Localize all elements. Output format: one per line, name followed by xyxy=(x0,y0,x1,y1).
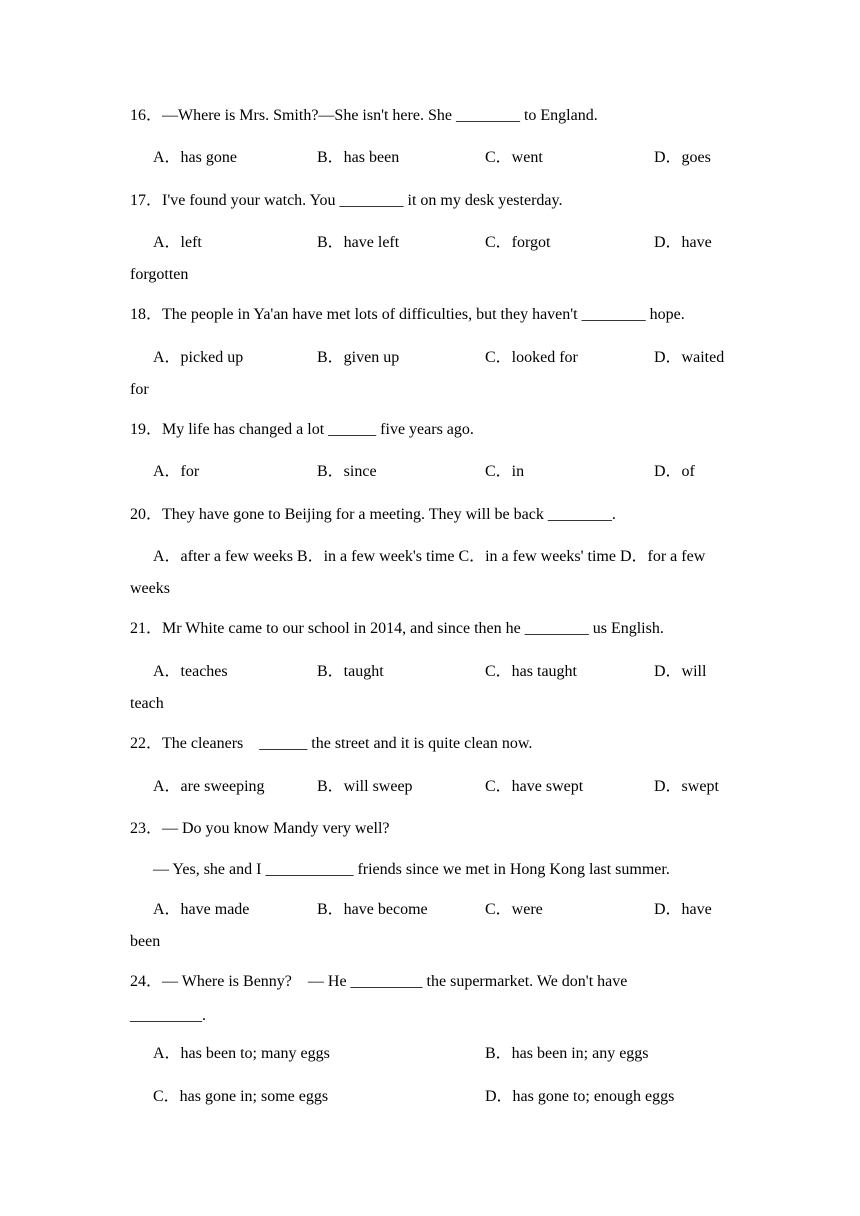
question-23-option-d: D．have xyxy=(654,901,712,918)
question-18-stem: 18．The people in Ya'an have met lots of difficulties, but they haven't ________ hope. xyxy=(130,306,685,323)
question-18-option-d: D．waited xyxy=(654,349,725,366)
question-18-option-b: B．given up xyxy=(317,349,400,366)
question-23-option-c: C．were xyxy=(485,901,543,918)
question-17-stem: 17．I've found your watch. You ________ it on my desk yesterday. xyxy=(130,192,563,209)
question-18-option-a: A．picked up xyxy=(153,349,244,366)
question-24-stem: 24．— Where is Benny? — He _________ the supermarket. We don't have xyxy=(130,973,628,990)
question-21-option-c: C．has taught xyxy=(485,663,577,680)
question-24-option-c: C．has gone in; some eggs xyxy=(153,1088,329,1105)
question-19-option-a: A．for xyxy=(153,463,200,480)
question-23-stem-reply: — Yes, she and I ___________ friends since we met in Hong Kong last summer. xyxy=(153,861,670,878)
question-21-option-b: B．taught xyxy=(317,663,384,680)
question-19-option-d: D．of xyxy=(654,463,695,480)
question-20-option-wrap: weeks xyxy=(130,580,170,597)
question-19-stem: 19．My life has changed a lot ______ five years ago. xyxy=(130,421,474,438)
question-21-stem: 21．Mr White came to our school in 2014, and since then he ________ us English. xyxy=(130,620,664,637)
question-17-option-wrap: forgotten xyxy=(130,266,189,283)
question-18-option-wrap: for xyxy=(130,381,149,398)
question-16-option-d: D．goes xyxy=(654,149,711,166)
question-16-stem: 16．—Where is Mrs. Smith?—She isn't here. She ________ to England. xyxy=(130,107,598,124)
question-24-option-d: D．has gone to; enough eggs xyxy=(485,1088,675,1105)
question-16-option-a: A．has gone xyxy=(153,149,237,166)
question-23-option-a: A．have made xyxy=(153,901,250,918)
question-22-option-a: A．are sweeping xyxy=(153,778,265,795)
question-22-option-d: D．swept xyxy=(654,778,719,795)
question-16-option-c: C．went xyxy=(485,149,543,166)
question-22-option-b: B．will sweep xyxy=(317,778,413,795)
question-24-option-a: A．has been to; many eggs xyxy=(153,1045,330,1062)
question-20-options: A．after a few weeks B．in a few week's time C．in a few weeks' time D．for a few xyxy=(153,548,706,565)
question-17-option-a: A．left xyxy=(153,234,202,251)
question-20-stem: 20．They have gone to Beijing for a meeting. They will be back ________. xyxy=(130,506,616,523)
question-21-option-d: D．will xyxy=(654,663,707,680)
question-23-stem: 23．— Do you know Mandy very well? xyxy=(130,820,390,837)
question-17-option-d: D．have xyxy=(654,234,712,251)
question-19-option-b: B．since xyxy=(317,463,377,480)
question-17-option-c: C．forgot xyxy=(485,234,551,251)
question-18-option-c: C．looked for xyxy=(485,349,578,366)
question-23-option-wrap: been xyxy=(130,933,161,950)
question-16-option-b: B．has been xyxy=(317,149,400,166)
question-24-stem-wrap: _________. xyxy=(130,1007,206,1024)
question-22-stem: 22．The cleaners ______ the street and it is quite clean now. xyxy=(130,735,533,752)
question-19-option-c: C．in xyxy=(485,463,525,480)
question-24-option-b: B．has been in; any eggs xyxy=(485,1045,649,1062)
question-17-option-b: B．have left xyxy=(317,234,400,251)
question-21-option-wrap: teach xyxy=(130,695,164,712)
question-21-option-a: A．teaches xyxy=(153,663,228,680)
question-22-option-c: C．have swept xyxy=(485,778,584,795)
question-23-option-b: B．have become xyxy=(317,901,428,918)
